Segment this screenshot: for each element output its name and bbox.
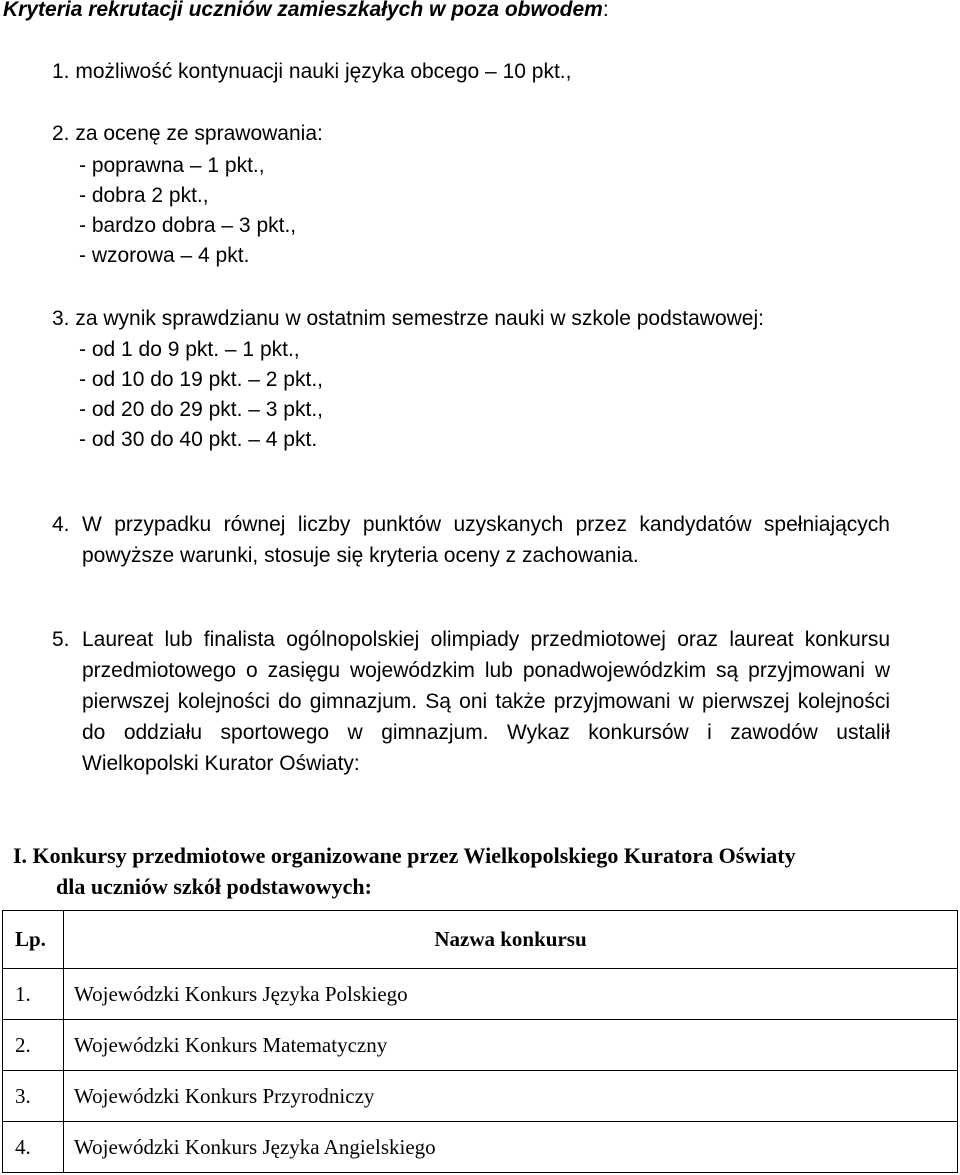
table-row — [3, 1020, 958, 1071]
section-subtitle: dla uczniów szkół podstawowych: — [56, 874, 372, 899]
criterion-4-number: 4. — [52, 513, 70, 536]
list-item: - bardzo dobra – 3 pkt., — [79, 214, 297, 237]
criterion-5 — [52, 624, 890, 779]
cell-lp: 4. — [3, 1122, 64, 1173]
contests-table — [2, 910, 958, 1173]
criterion-5-number: 5. — [52, 628, 70, 651]
criterion-3-title: 3. za wynik sprawdzianu w ostatnim semestrze nauki w szkole podstawowej: — [52, 307, 764, 330]
page-heading: Kryteria rekrutacji uczniów zamieszkałych w poza obwodem: — [3, 0, 609, 21]
section-title: I. Konkursy przedmiotowe organizowane przez Wielkopolskiego Kuratora Oświaty — [13, 843, 796, 868]
list-item: - od 10 do 19 pkt. – 2 pkt., — [79, 368, 323, 391]
criterion-2-title: 2. za ocenę ze sprawowania: — [52, 122, 323, 145]
table-header-row — [3, 911, 958, 969]
criterion-5-text: Laureat lub finalista ogólnopolskiej olimpiady przedmiotowej oraz laureat konkursu przedmiotowego o zasięgu wojewódzkim lub ponadwojewódzkim są przyjmowani w pierwszej kolejności do gimnazjum. Są oni także przyjmowani w pierwszej kolejności do oddziału sportowego w gimnazjum. Wykaz konkursów i zawodów ustalił Wielkopolski Kurator Oświaty: — [82, 628, 890, 775]
list-item: - wzorowa – 4 pkt. — [79, 244, 250, 267]
list-item: - dobra 2 pkt., — [79, 184, 209, 207]
table-row — [3, 1071, 958, 1122]
cell-name: Wojewódzki Konkurs Języka Polskiego — [64, 969, 958, 1020]
table-row — [3, 1122, 958, 1173]
cell-lp: 1. — [3, 969, 64, 1020]
cell-name: Wojewódzki Konkurs Przyrodniczy — [64, 1071, 958, 1122]
column-header-name: Nazwa konkursu — [64, 911, 958, 969]
column-header-lp: Lp. — [3, 911, 64, 969]
list-item: - od 1 do 9 pkt. – 1 pkt., — [79, 338, 300, 361]
cell-name: Wojewódzki Konkurs Matematyczny — [64, 1020, 958, 1071]
criterion-4 — [52, 509, 890, 571]
cell-lp: 2. — [3, 1020, 64, 1071]
table-row — [3, 969, 958, 1020]
list-item: - od 20 do 29 pkt. – 3 pkt., — [79, 398, 323, 421]
cell-name: Wojewódzki Konkurs Języka Angielskiego — [64, 1122, 958, 1173]
criterion-1: 1. możliwość kontynuacji nauki języka obcego – 10 pkt., — [52, 60, 572, 83]
criterion-4-text: W przypadku równej liczby punktów uzyskanych przez kandydatów spełniających powyższe warunki, stosuje się kryteria oceny z zachowania. — [82, 513, 890, 567]
list-item: - poprawna – 1 pkt., — [79, 154, 265, 177]
list-item: - od 30 do 40 pkt. – 4 pkt. — [79, 428, 318, 451]
cell-lp: 3. — [3, 1071, 64, 1122]
